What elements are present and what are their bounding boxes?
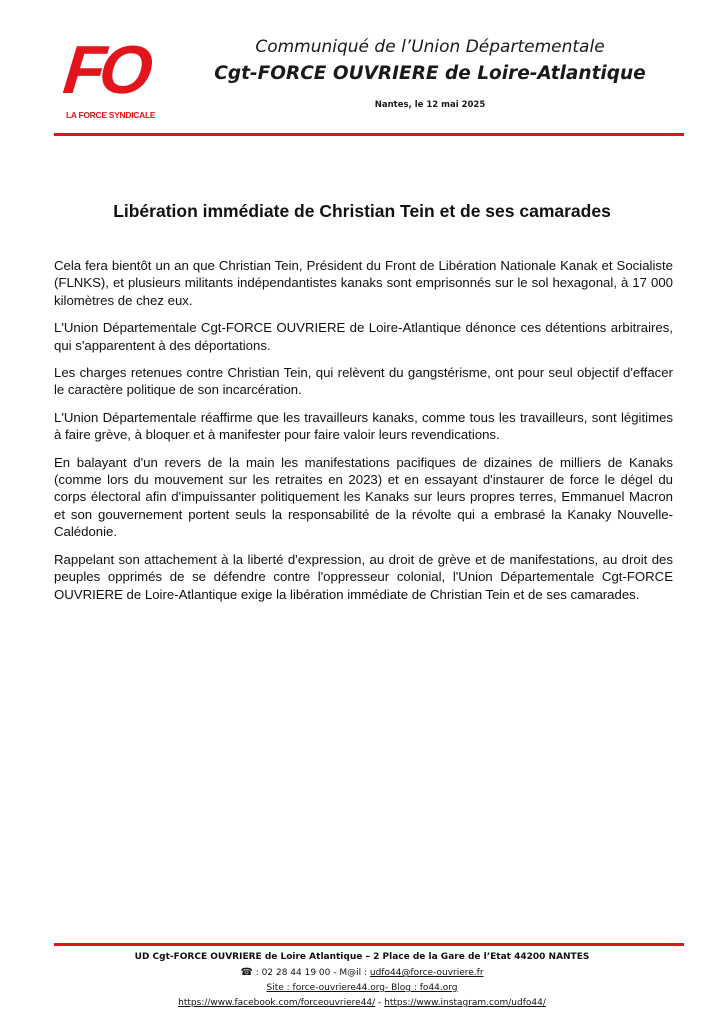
communique-title: Libération immédiate de Christian Tein et de ses camarades [113, 201, 611, 221]
footer-site-label: Site : [266, 983, 293, 993]
footer-blog-link[interactable]: fo44.org [419, 983, 458, 993]
footer-site-line [60, 981, 664, 996]
paragraph: L'Union Départementale Cgt-FORCE OUVRIERE de Loire-Atlantique dénonce ces détentions arbitraires, qui s'apparentent à des déportations. [54, 320, 673, 353]
letterhead-line2: Cgt-FORCE OUVRIERE de Loire-Atlantique [214, 63, 646, 84]
paragraph: L'Union Départementale réaffirme que les travailleurs kanaks, comme tous les travailleurs, sont légitimes à faire grève, à bloquer et à manifester pour faire valoir leurs revendications. [54, 409, 673, 443]
footer-site-link[interactable]: force-ouvriere44.org [292, 983, 385, 993]
letterhead-date: Nantes, le 12 mai 2025 [374, 100, 486, 110]
fo-logo-letters: FO [60, 32, 151, 108]
instagram-link[interactable]: https://www.instagram.com/udfo44/ [384, 998, 546, 1008]
paragraph: En balayant d'un revers de la main les manifestations pacifiques de dizaines de milliers de Kanaks (comme lors du mouvement sur les retraites en 2023) et en essayant d'instaurer de force le dégel du corps électoral afin d'impuissanter politiquement les Kanaks sur leurs propres terres, Emmanuel Macron et son gouvernement portent seuls la responsabilité de la révolte qui a embrasé la Kanaky Nouvelle-Calédonie. [54, 454, 673, 540]
paragraph: Les charges retenues contre Christian Tein, qui relèvent du gangstérisme, ont pour seul objectif d'effacer le caractère politique de son incarcération. [54, 365, 673, 398]
footer-phone-text: : 02 28 44 19 00 - M@il : [252, 968, 370, 978]
fo-logo-subtitle: LA FORCE SYNDICALE [66, 110, 156, 120]
paragraph: Cela fera bientôt un an que Christian Tein, Président du Front de Libération Nationale Kanak et Socialiste (FLNKS), et plusieurs militants indépendantistes kanaks sont emprisonnés sur le sol hexagonal, à 17 000 kilomètres de chez eux. [54, 258, 673, 308]
paragraph: Rappelant son attachement à la liberté d'expression, au droit de grève et de manifestations, au droit des peuples opprimés de se défendre contre l'oppresseur colonial, l'Union Départementale Cgt-FORCE OUVRIERE de Loire-Atlantique exige la libération immédiate de Christian Tein et de ses camarades. [54, 551, 673, 602]
letterhead [180, 36, 680, 110]
footer-divider [54, 943, 684, 946]
letterhead-line1: Communiqué de l’Union Départementale [255, 37, 605, 57]
footer-blog-label: - Blog : [385, 983, 420, 993]
header-divider [54, 133, 684, 136]
footer-email-link[interactable]: udfo44@force-ouvriere.fr [369, 968, 484, 978]
footer-address: UD Cgt-FORCE OUVRIERE de Loire Atlantique – 2 Place de la Gare de l’Etat 44200 NANTES [134, 952, 590, 962]
facebook-link[interactable]: https://www.facebook.com/forceouvriere44/ [178, 998, 376, 1008]
telephone-icon: ☎ [240, 967, 253, 978]
communique-body [54, 257, 673, 613]
footer-social-line [60, 996, 664, 1011]
footer-social-separator: - [375, 998, 385, 1008]
footer [60, 950, 664, 1011]
footer-contact-line [60, 965, 664, 981]
fo-logo [60, 30, 156, 122]
